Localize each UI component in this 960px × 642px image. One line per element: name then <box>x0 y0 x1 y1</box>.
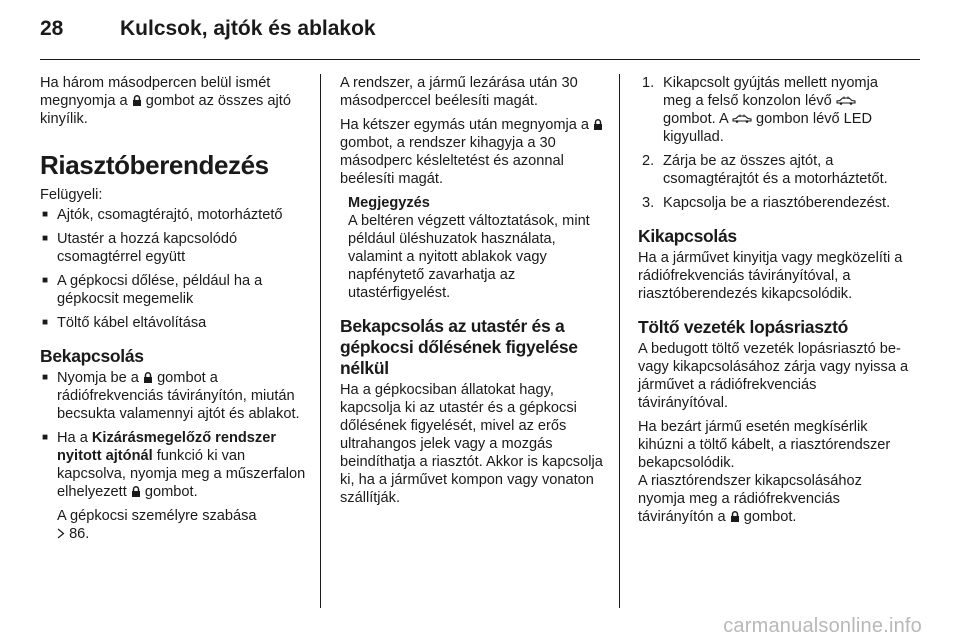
paragraph <box>638 472 910 526</box>
cable-p3-text-b: gombot. <box>743 509 797 525</box>
list-item: ■ A gépkocsi dőlése, például ha a gépkocsit megemelik <box>40 272 306 308</box>
list-item <box>40 429 306 543</box>
header-rule <box>40 59 920 60</box>
page-reference-arrow-icon <box>57 528 65 539</box>
step-number: 1. <box>642 75 655 91</box>
monitor-list <box>40 206 306 332</box>
p2-text-b: gombot, a rendszer kihagyja a 30 másodperc késleltetést és azonnal beélesíti magát. <box>340 135 564 187</box>
column-1 <box>40 74 306 549</box>
paragraph: Ha a gépkocsiban állatokat hagy, kapcsolja ki az utastér és a gépkocsi dőlésének figyelését, mivel az erős ultrahangos jelek vagy a mozgás beindíthatja a riasztót. Akkor is kapcsolja ki, ha a járművet kompon vagy vonaton szállítják. <box>340 382 603 506</box>
act-item1-text-b: gombot a rádiófrekvenciás távirányítón, miután becsukta valamennyi ajtót és ablakot. <box>57 370 300 422</box>
page-number: 28 <box>40 17 64 40</box>
padlock-icon <box>730 511 740 522</box>
section-heading: Bekapcsolás az utastér és a gépkocsi dőlésének figyelése nélkül <box>340 316 578 378</box>
paragraph: A bedugott töltő vezeték lopásriasztó be- vagy kikapcsolásához zárja vagy nyissa a járművet a rádiófrekvenciás távirányítóval. <box>638 341 909 411</box>
step1-text-c: gombon lévő LED kigyullad. <box>663 111 873 145</box>
list-item <box>40 369 306 423</box>
act-item1-text-a: Nyomja be a <box>57 370 139 386</box>
step-number: 3. <box>642 195 655 211</box>
step-number: 2. <box>642 153 655 169</box>
intro-text-b: gombot az összes ajtó kinyílik. <box>40 93 291 127</box>
watermark: carmanualsonline.info <box>723 615 922 637</box>
act-item2-text-b: funkció ki van kapcsolva, nyomja meg a műszerfalon elhelyezett <box>57 448 306 500</box>
list-item <box>638 152 910 188</box>
note-box <box>340 194 608 302</box>
paragraph: A rendszer, a jármű lezárása után 30 másodperccel beélesíti magát. <box>340 75 578 109</box>
activation-heading: Bekapcsolás <box>40 346 144 366</box>
step2-text: Zárja be az összes ajtót, a csomagtérajtót és a motorháztetőt. <box>663 153 888 187</box>
page-header <box>0 0 960 60</box>
intro-paragraph <box>40 74 306 128</box>
intro-text-a: Ha három másodpercen belül ismét megnyomja a <box>40 75 271 109</box>
page-reference-link[interactable]: 86. <box>69 526 90 542</box>
car-alarm-icon <box>836 96 856 105</box>
deactivation-heading: Kikapcsolás <box>638 226 737 246</box>
chapter-title: Kulcsok, ajtók és ablakok <box>120 17 376 40</box>
act-item2-text-a: Ha a <box>57 430 88 446</box>
column-divider-1 <box>320 74 321 608</box>
monitors-label: Felügyeli: <box>40 187 103 203</box>
padlock-icon <box>593 119 603 130</box>
list-item <box>638 194 910 212</box>
list-item: ■ Ajtók, csomagtérajtó, motorháztető <box>40 206 306 224</box>
note-body: A beltéren végzett változtatások, mint például üléshuzatok használata, valamint a nyitott ablakok vagy napfénytető zavarhatja az utastérfigyelést. <box>348 213 590 301</box>
padlock-icon <box>132 95 142 106</box>
paragraph: Ha bezárt jármű esetén megkísérlik kihúzni a töltő kábelt, a riasztórendszer bekapcsolódik. <box>638 419 891 471</box>
cable-theft-heading: Töltő vezeték lopásriasztó <box>638 317 849 337</box>
activation-list <box>40 369 306 543</box>
p2-text-a: Ha kétszer egymás után megnyomja a <box>340 117 590 133</box>
act-item2-text-c: gombot. <box>144 484 198 500</box>
list-item <box>638 74 910 146</box>
cross-reference <box>57 507 306 543</box>
column-3 <box>638 74 910 532</box>
list-item: ■ Töltő kábel eltávolítása <box>40 314 306 332</box>
step3-text: Kapcsolja be a riasztóberendezést. <box>663 195 891 211</box>
column-2 <box>340 74 608 513</box>
cross-reference-text: A gépkocsi személyre szabása <box>57 508 257 524</box>
alarm-heading: Riasztóberendezés <box>40 150 269 180</box>
function-name: Kizárásmegelőző rendszer nyitott ajtónál <box>57 430 277 464</box>
step1-text-b: gombot. A <box>663 111 728 127</box>
step1-text-a: Kikapcsolt gyújtás mellett nyomja meg a felső konzolon lévő <box>663 75 878 109</box>
column-divider-2 <box>619 74 620 608</box>
padlock-icon <box>131 486 141 497</box>
steps-list <box>638 74 910 212</box>
cable-p3-text-a: A riasztórendszer kikapcsolásához nyomja meg a rádiófrekvenciás távirányítón a <box>638 473 862 525</box>
car-alarm-icon <box>732 114 752 123</box>
list-item: ■ Utastér a hozzá kapcsolódó csomagtérrel együtt <box>40 230 306 266</box>
padlock-icon <box>143 372 153 383</box>
paragraph <box>340 116 608 188</box>
note-title: Megjegyzés <box>348 195 430 211</box>
paragraph: Ha a járművet kinyitja vagy megközelíti a rádiófrekvenciás távirányítóval, a riasztóberendezés kikapcsolódik. <box>638 250 903 302</box>
